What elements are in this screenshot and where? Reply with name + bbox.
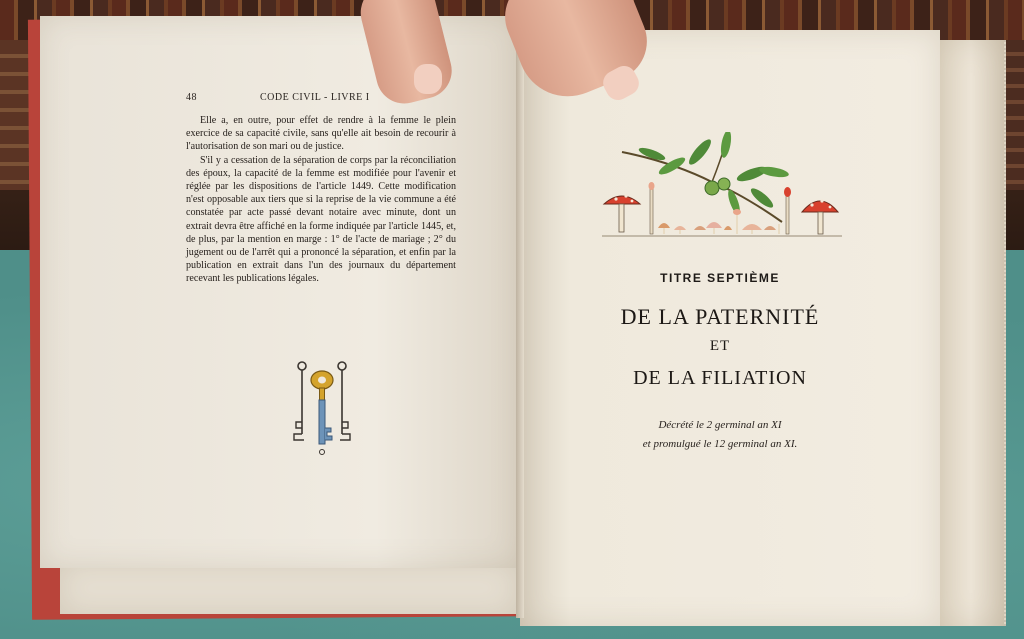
paragraph: Elle a, en outre, pour effet de rendre à la femme le plein exercice de sa capacité civile, sans qu'elle ait besoin de recourir à l'autorisation de son mari ou de justice.: [186, 115, 456, 153]
decree-line-2: et promulgué le 12 germinal an XI.: [642, 438, 798, 450]
red-mushroom-icon: [604, 194, 640, 232]
decree-line-1: Décrété le 2 germinal an XI: [658, 419, 782, 431]
right-post-icon: [338, 362, 350, 440]
title-line-1: DE LA PATERNITÉ: [620, 304, 820, 329]
left-post-icon: [294, 362, 306, 440]
title-line-3: DE LA FILIATION: [633, 367, 807, 389]
section-label: TITRE SEPTIÈME: [660, 271, 780, 285]
key-illustration: [292, 358, 352, 458]
gold-key-icon: [311, 371, 333, 400]
chestnut-branch-icon: [622, 132, 790, 222]
blue-key-icon: [319, 400, 332, 455]
fingernail-left: [414, 64, 442, 94]
paragraph: S'il y a cessation de la séparation de corps par la réconciliation des époux, la capacité de la femme est modifiée pour l'avenir et réglée par les dispositions de l'article 1449. Cette modification n'est opposable aux tiers que si la reprise de la vie commune a été constatée par acte passé devant notaire avec minute, dont un extrait devra être affiché en la forme indiquée par l'article 1445, et, de plus, par la mention en marge : 1° de l'acte de mariage ; 2° du jugement ou de l'arrêt qui a prononcé la séparation, et enfin par la publication en extrait dans l'un des journaux du département recevant les publications légales.: [186, 154, 456, 285]
running-head: CODE CIVIL - LIVRE I: [260, 92, 370, 103]
book-gutter: [516, 28, 524, 618]
page-left-deckled-edge: [60, 560, 516, 614]
left-page-body: [186, 114, 456, 286]
red-mushroom-icon: [802, 199, 838, 234]
page-number: 48: [186, 92, 197, 103]
title-line-2: ET: [709, 338, 731, 354]
mushroom-branch-ornament: [602, 132, 842, 244]
page-right-deckled-edge: [938, 40, 1006, 626]
